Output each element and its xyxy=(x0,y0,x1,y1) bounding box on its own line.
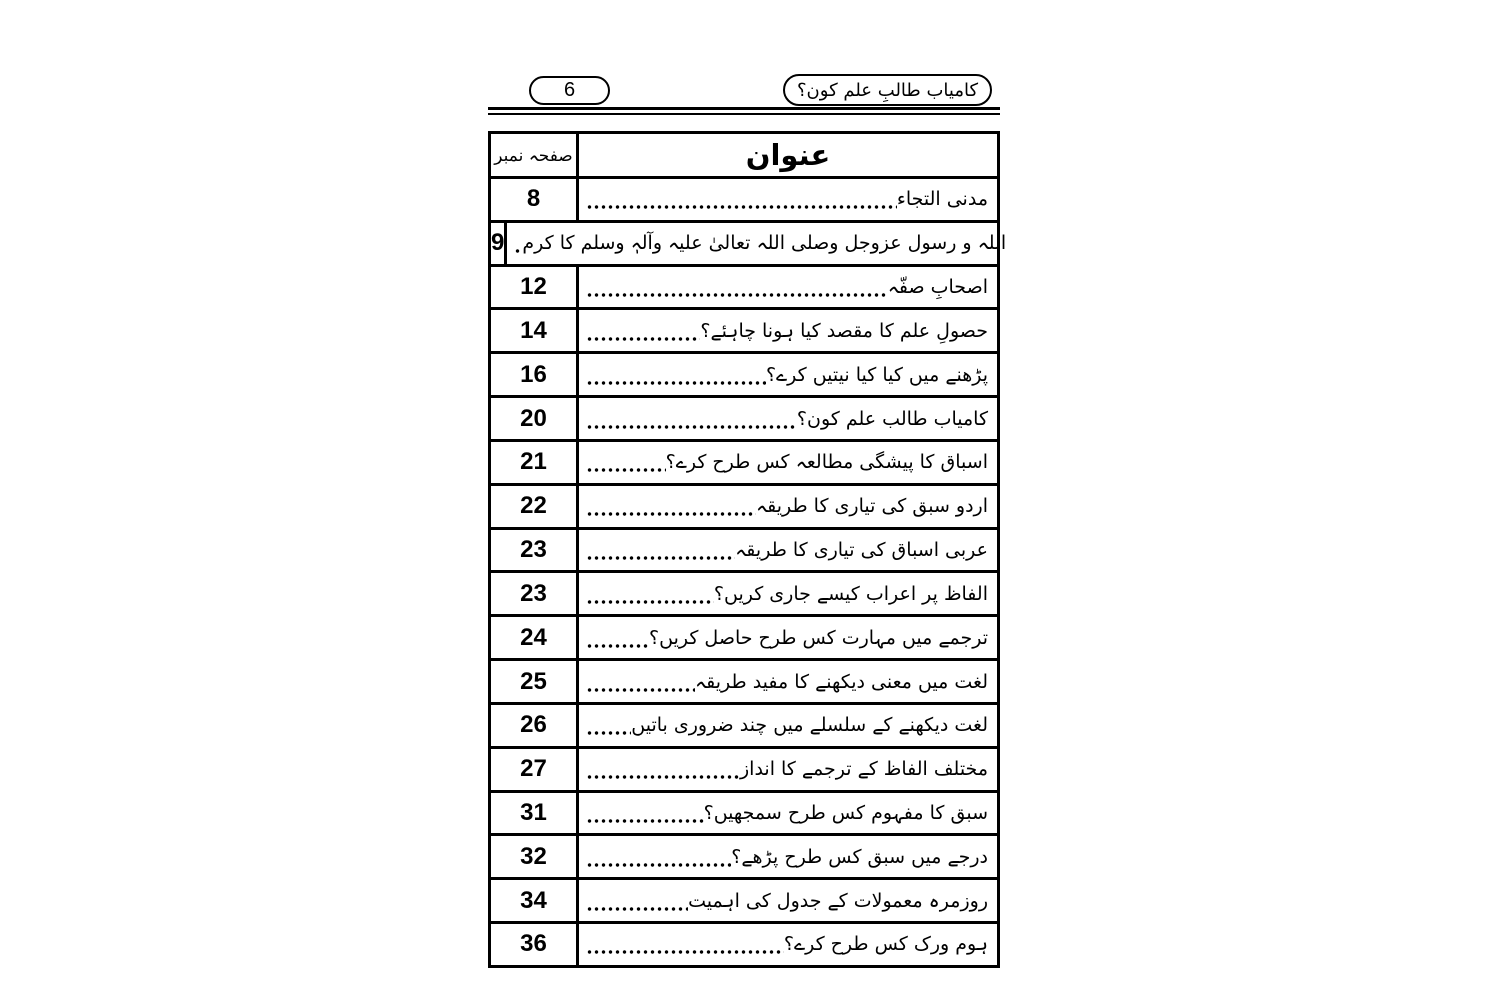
toc-entry-cell xyxy=(579,573,997,614)
toc-row xyxy=(491,880,997,924)
toc-row xyxy=(491,617,997,661)
toc-row xyxy=(491,442,997,486)
toc-entry-cell xyxy=(579,486,997,527)
toc-row xyxy=(491,836,997,880)
dot-leader xyxy=(586,512,756,516)
toc-entry-inner xyxy=(586,539,988,561)
toc-header-row xyxy=(491,134,997,179)
toc-entry-cell xyxy=(579,310,997,351)
dot-leader xyxy=(586,644,649,648)
toc-entry-page-number: 8 xyxy=(491,179,579,220)
toc-entry-page-number: 32 xyxy=(491,836,579,877)
toc-row xyxy=(491,924,997,965)
toc-entry-page-number: 26 xyxy=(491,705,579,746)
dot-leader xyxy=(586,425,797,429)
toc-entry-inner xyxy=(586,758,988,780)
toc-row xyxy=(491,705,997,749)
toc-header-page-number: صفحہ نمبر xyxy=(491,134,579,176)
toc-row xyxy=(491,793,997,837)
toc-entry-page-number: 20 xyxy=(491,398,579,439)
toc-row xyxy=(491,354,997,398)
toc-entry-page-number: 9 xyxy=(491,223,507,264)
toc-entry-title: لغت دیکھنے کے سلسلے میں چند ضروری باتیں xyxy=(631,714,988,737)
toc-entry-cell xyxy=(579,836,997,877)
toc-entry-title: اردو سبق کی تیاری کا طریقہ xyxy=(756,495,988,518)
toc-entry-title: لغت میں معنی دیکھنے کا مفید طریقہ xyxy=(695,670,988,693)
toc-row xyxy=(491,661,997,705)
toc-entry-cell xyxy=(579,880,997,921)
dot-leader xyxy=(586,819,704,823)
toc-entry-page-number: 25 xyxy=(491,661,579,702)
toc-entry-inner xyxy=(586,276,988,298)
dot-leader xyxy=(586,688,695,692)
toc-entry-inner xyxy=(586,627,988,649)
toc-entry-page-number: 14 xyxy=(491,310,579,351)
dot-leader xyxy=(586,337,700,341)
toc-entry-cell xyxy=(579,442,997,483)
toc-entry-title: عربی اسباق کی تیاری کا طریقہ xyxy=(735,539,988,562)
dot-leader xyxy=(586,205,897,209)
dot-leader xyxy=(586,556,735,560)
toc-entry-cell xyxy=(579,661,997,702)
page-number-badge xyxy=(529,76,610,105)
book-title-badge xyxy=(783,74,992,106)
toc-entry-inner xyxy=(586,802,988,824)
toc-entry-title: مدنی التجاء xyxy=(896,188,988,211)
toc-entry-inner xyxy=(586,583,988,605)
toc-entry-title: الفاظ پر اعراب کیسے جاری کریں؟ xyxy=(713,582,988,605)
toc-entry-page-number: 36 xyxy=(491,924,579,965)
toc-entry-title: سبق کا مفہوم کس طرح سمجھیں؟ xyxy=(703,802,988,824)
toc-entry-cell xyxy=(579,617,997,658)
page-number-text: 6 xyxy=(563,79,576,101)
toc-header-title: عنوان xyxy=(745,138,831,172)
toc-entry-inner xyxy=(586,188,988,210)
toc-entry-title: ہوم ورک کس طرح کرے؟ xyxy=(783,933,988,956)
toc-entry-cell xyxy=(579,705,997,746)
dot-leader xyxy=(586,381,766,385)
toc-row xyxy=(491,179,997,223)
dot-leader xyxy=(586,600,714,604)
toc-body xyxy=(491,179,1007,965)
toc-entry-inner xyxy=(586,846,988,868)
toc-entry-page-number: 12 xyxy=(491,267,579,308)
toc-row xyxy=(491,223,1007,267)
toc-entry-inner xyxy=(586,671,988,693)
dot-leader xyxy=(514,249,522,253)
toc-entry-title: حصولِ علم کا مقصد کیا ہونا چاہئے؟ xyxy=(700,319,988,342)
dot-leader xyxy=(586,775,740,779)
toc-entry-cell xyxy=(579,924,997,965)
toc-entry-cell xyxy=(579,793,997,834)
dot-leader xyxy=(586,907,688,911)
dot-leader xyxy=(586,293,888,297)
header-double-rule xyxy=(488,107,1000,115)
toc-entry-title: کامیاب طالب علم کون؟ xyxy=(796,407,988,430)
toc-row xyxy=(491,486,997,530)
toc-entry-cell xyxy=(579,179,997,220)
toc-entry-cell xyxy=(579,749,997,790)
toc-entry-inner xyxy=(514,232,1006,254)
toc-entry-page-number: 34 xyxy=(491,880,579,921)
toc-entry-inner xyxy=(586,364,988,386)
toc-table xyxy=(488,131,1007,968)
toc-row xyxy=(491,573,997,617)
toc-row xyxy=(491,530,997,574)
toc-entry-page-number: 24 xyxy=(491,617,579,658)
toc-entry-title: اسباق کا پیشگی مطالعہ کس طرح کرے؟ xyxy=(665,451,988,474)
toc-entry-page-number: 27 xyxy=(491,749,579,790)
toc-entry-title: اصحابِ صفّہ xyxy=(887,276,988,299)
toc-entry-page-number: 21 xyxy=(491,442,579,483)
toc-entry-title: مختلف الفاظ کے ترجمے کا انداز xyxy=(739,758,988,781)
toc-entry-cell xyxy=(579,267,997,308)
toc-entry-inner xyxy=(586,451,988,473)
toc-entry-inner xyxy=(586,495,988,517)
toc-row xyxy=(491,749,997,793)
toc-entry-page-number: 23 xyxy=(491,530,579,571)
dot-leader xyxy=(586,468,666,472)
toc-entry-title: اللہ و رسول عزوجل وصلی اللہ تعالیٰ علیہ وآلہٖ وسلم کا کرم xyxy=(522,232,1007,255)
toc-entry-inner xyxy=(586,714,988,736)
toc-entry-page-number: 22 xyxy=(491,486,579,527)
toc-entry-cell xyxy=(579,530,997,571)
toc-entry-title: پڑھنے میں کیا کیا نیتیں کرے؟ xyxy=(765,363,988,386)
dot-leader xyxy=(586,950,784,954)
toc-entry-title: درجے میں سبق کس طرح پڑھے؟ xyxy=(731,845,988,868)
toc-entry-page-number: 23 xyxy=(491,573,579,614)
toc-row xyxy=(491,267,997,311)
toc-entry-inner xyxy=(586,320,988,342)
toc-entry-page-number: 16 xyxy=(491,354,579,395)
toc-entry-inner xyxy=(586,933,988,955)
toc-row xyxy=(491,310,997,354)
toc-entry-cell xyxy=(507,223,1015,264)
toc-entry-inner xyxy=(586,408,988,430)
toc-entry-cell xyxy=(579,398,997,439)
dot-leader xyxy=(586,731,631,735)
toc-entry-cell xyxy=(579,354,997,395)
toc-entry-page-number: 31 xyxy=(491,793,579,834)
book-title-text: کامیاب طالبِ علم کون؟ xyxy=(797,79,979,101)
dot-leader xyxy=(586,863,731,867)
toc-entry-inner xyxy=(586,890,988,912)
toc-entry-title: ترجمے میں مہارت کس طرح حاصل کریں؟ xyxy=(649,626,988,649)
toc-row xyxy=(491,398,997,442)
toc-entry-title: روزمرہ معمولات کے جدول کی اہمیت xyxy=(688,889,988,912)
